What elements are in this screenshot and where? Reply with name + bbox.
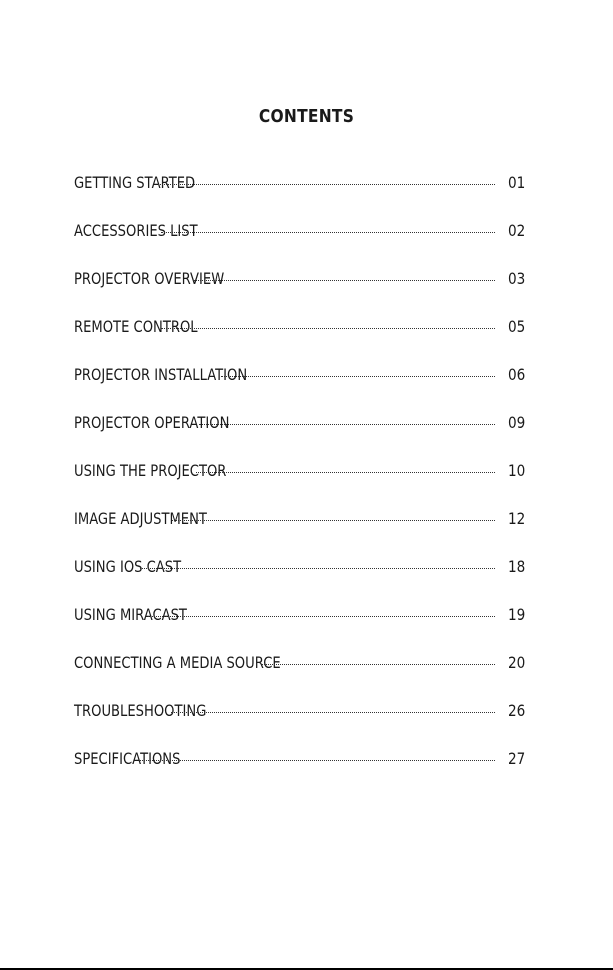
table-of-contents	[74, 158, 525, 782]
toc-entry-label: USING IOS CAST	[74, 556, 182, 576]
toc-entry-accessories-list[interactable]	[74, 206, 525, 254]
toc-entry-specifications[interactable]	[74, 734, 525, 782]
toc-page-number: 10	[508, 460, 526, 480]
toc-entry-label: PROJECTOR OPERATION	[74, 412, 230, 432]
page-title: CONTENTS	[258, 106, 355, 127]
toc-page-number: 06	[508, 364, 526, 384]
toc-page-number: 09	[508, 412, 526, 432]
dot-leader	[148, 616, 495, 617]
dot-leader	[140, 568, 495, 569]
toc-entry-label: TROUBLESHOOTING	[74, 700, 207, 720]
toc-entry-using-ios-cast[interactable]	[74, 542, 525, 590]
toc-entry-projector-overview[interactable]	[74, 254, 525, 302]
toc-page-number: 19	[508, 604, 526, 624]
toc-page-number: 27	[508, 748, 526, 768]
toc-entry-label: USING MIRACAST	[74, 604, 187, 624]
toc-page-number: 12	[508, 508, 526, 528]
dot-leader	[221, 376, 495, 377]
toc-entry-label: CONNECTING A MEDIA SOURCE	[74, 652, 281, 672]
toc-entry-label: PROJECTOR INSTALLATION	[74, 364, 248, 384]
dot-leader	[196, 472, 495, 473]
toc-entry-projector-operation[interactable]	[74, 398, 525, 446]
toc-page-number: 05	[508, 316, 526, 336]
dot-leader	[193, 280, 495, 281]
toc-entry-label: IMAGE ADJUSTMENT	[74, 508, 207, 528]
toc-entry-image-adjustment[interactable]	[74, 494, 525, 542]
toc-entry-using-the-projector[interactable]	[74, 446, 525, 494]
dot-leader	[158, 184, 495, 185]
toc-page-number: 26	[508, 700, 526, 720]
toc-page-number: 02	[508, 220, 526, 240]
toc-entry-label: PROJECTOR OVERVIEW	[74, 268, 225, 288]
dot-leader	[172, 520, 495, 521]
dot-leader	[161, 328, 495, 329]
toc-entry-label: REMOTE CONTROL	[74, 316, 198, 336]
toc-entry-remote-control[interactable]	[74, 302, 525, 350]
toc-page-number: 03	[508, 268, 526, 288]
toc-entry-projector-installation[interactable]	[74, 350, 525, 398]
toc-entry-label: GETTING STARTED	[74, 172, 196, 192]
toc-entry-using-miracast[interactable]	[74, 590, 525, 638]
toc-entry-connecting-a-media-source[interactable]	[74, 638, 525, 686]
dot-leader	[171, 712, 495, 713]
toc-entry-getting-started[interactable]	[74, 158, 525, 206]
toc-page-number: 18	[508, 556, 526, 576]
dot-leader	[140, 760, 495, 761]
toc-page-number: 20	[508, 652, 526, 672]
dot-leader	[199, 424, 495, 425]
dot-leader	[262, 664, 495, 665]
dot-leader	[161, 232, 495, 233]
toc-page-number: 01	[508, 172, 526, 192]
toc-entry-label: SPECIFICATIONS	[74, 748, 181, 768]
toc-entry-label: USING THE PROJECTOR	[74, 460, 227, 480]
toc-entry-label: ACCESSORIES LIST	[74, 220, 198, 240]
toc-entry-troubleshooting[interactable]	[74, 686, 525, 734]
